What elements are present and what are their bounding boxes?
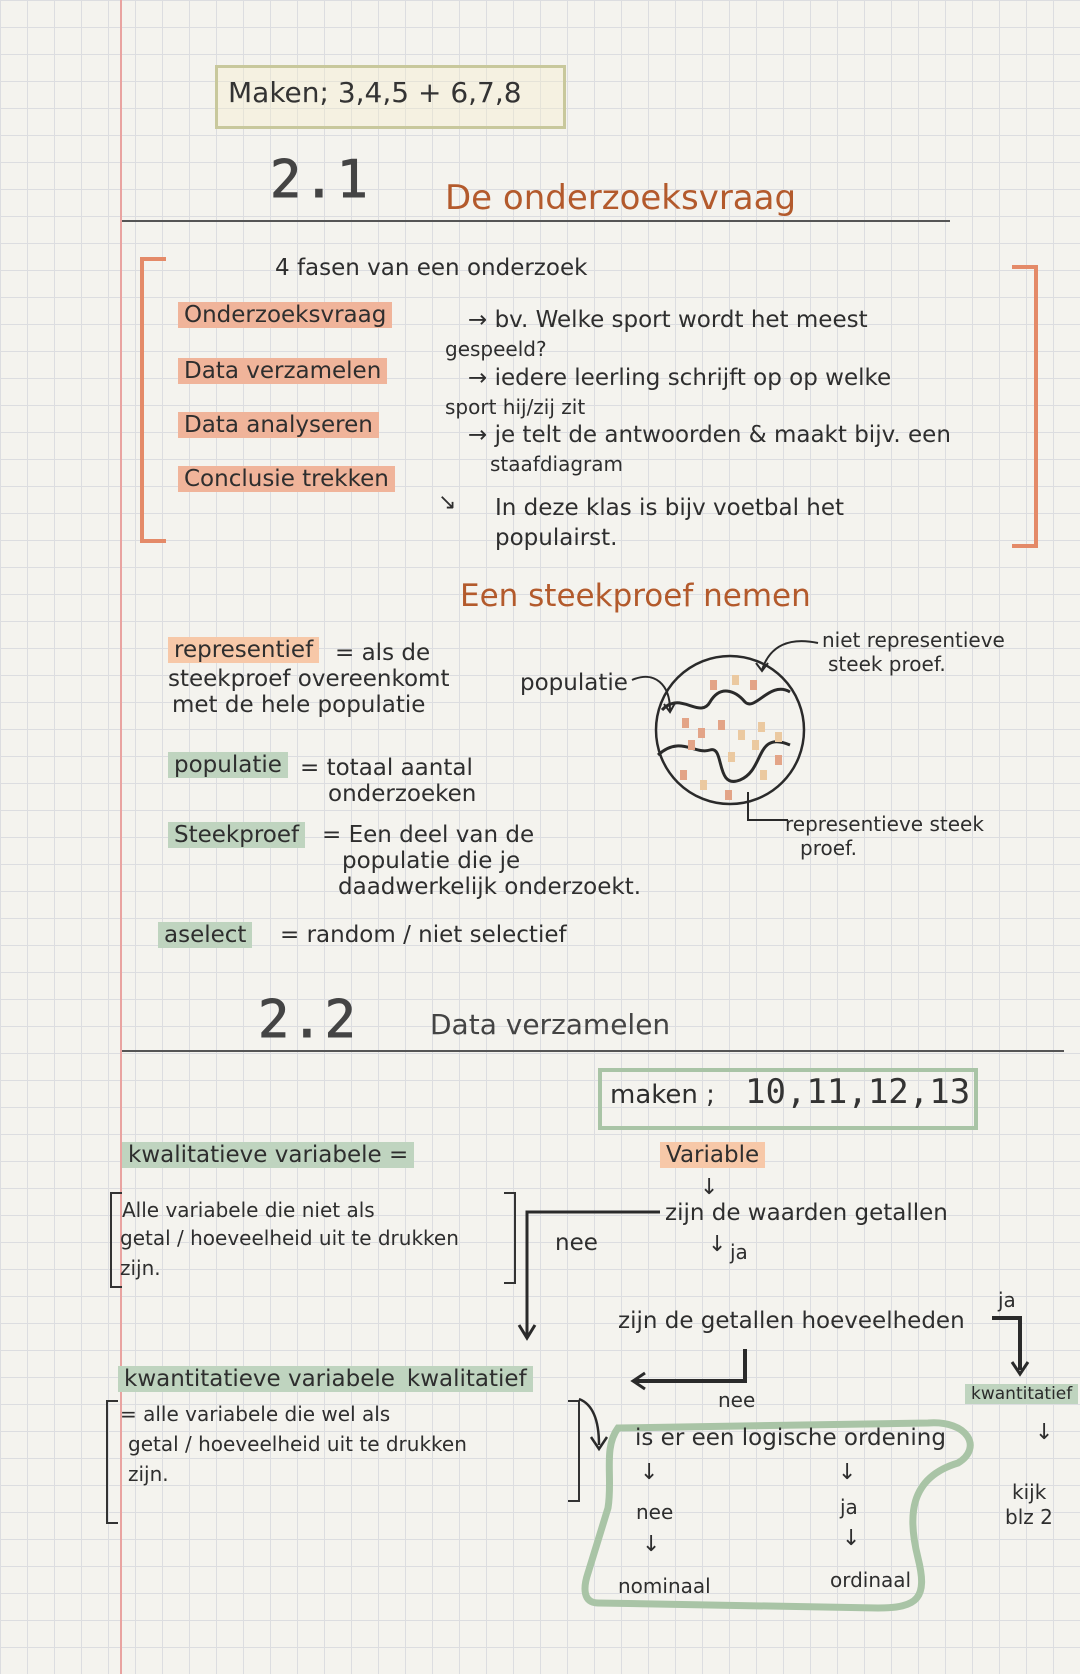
arrow-icon: ↘ [438, 490, 457, 515]
definition-term [158, 922, 252, 948]
definition-line: = Een deel van de [322, 822, 535, 848]
phase-label-text: Conclusie trekken [178, 466, 395, 492]
arrow-down-icon: ↓ [642, 1532, 661, 1557]
phase-label-text: Data analyseren [178, 412, 379, 438]
right-bracket [1012, 265, 1038, 548]
non-rep-label: niet representieve [822, 628, 1005, 652]
flow-no-3: nee [636, 1500, 674, 1524]
non-rep-label-2: steek proef. [828, 652, 946, 676]
definition-term-text: representief [168, 637, 319, 663]
definition-line: = als de [335, 640, 431, 666]
section-rule [122, 220, 950, 222]
phase-desc-2: populairst. [495, 525, 618, 551]
definition-line: = random / niet selectief [280, 922, 567, 948]
flow-look: kijk [1012, 1480, 1047, 1504]
homework-text: Maken; 3,4,5 + 6,7,8 [228, 76, 522, 109]
rep-label-2: proef. [800, 836, 857, 860]
section-title: Data verzamelen [430, 1008, 671, 1041]
definition-line: steekproef overeenkomt [168, 666, 450, 692]
flow-yes-3: ja [840, 1495, 858, 1519]
definition-term-text: aselect [158, 922, 252, 948]
flow-no-2: nee [718, 1388, 756, 1412]
definition-term [168, 752, 288, 778]
definition-term [168, 822, 305, 848]
flow-nominal: nominaal [618, 1574, 711, 1598]
phase-label-text: Data verzamelen [178, 358, 387, 384]
arrow-down-icon: ↓ [1035, 1420, 1054, 1445]
phase-label [178, 302, 392, 328]
definition-line: = totaal aantal [300, 755, 473, 781]
phase-label-text: Onderzoeksvraag [178, 302, 392, 328]
flow-connector [990, 1310, 1040, 1380]
phase-label [178, 358, 387, 384]
quantitative-overwrite-text: kwalitatief [401, 1366, 533, 1392]
qualitative-heading-text: kwalitatieve variabele = [122, 1142, 414, 1168]
phase-desc-2: staafdiagram [490, 452, 623, 476]
definition-line: populatie die je [342, 848, 521, 874]
flow-variable-text: Variable [660, 1142, 765, 1168]
sample-heading: Een steekproef nemen [460, 578, 811, 614]
flow-page: blz 2 [1005, 1505, 1053, 1529]
flow-yes-2: ja [998, 1288, 1016, 1312]
arrow-icon [740, 790, 790, 830]
phase-label [178, 412, 379, 438]
homework-label: maken ; [610, 1080, 715, 1110]
left-bracket [140, 257, 166, 543]
quantitative-line: getal / hoeveelheid uit te drukken [128, 1432, 467, 1456]
section-number: 2.2 [258, 990, 358, 1050]
qualitative-line: zijn. [120, 1256, 161, 1280]
quantitative-line: = alle variabele die wel als [120, 1402, 391, 1426]
flow-quantitative [965, 1384, 1078, 1404]
arrow-down-icon: ↓ [708, 1232, 727, 1257]
population-label: populatie [520, 670, 628, 696]
arrow-down-icon: ↓ [700, 1175, 719, 1200]
phase-desc: → iedere leerling schrijft op op welke [468, 365, 892, 391]
flow-connector [575, 1395, 615, 1455]
definition-term-text: populatie [168, 752, 288, 778]
flow-question-3: is er een logische ordening [635, 1425, 946, 1451]
phase-desc-2: gespeeld? [445, 337, 547, 361]
definition-line: daadwerkelijk onderzoekt. [338, 874, 642, 900]
definition-line: onderzoeken [328, 781, 477, 807]
phase-desc: → je telt de antwoorden & maakt bijv. een [468, 422, 951, 448]
flow-yes-1: ja [730, 1240, 748, 1264]
qualitative-line: Alle variabele die niet als [122, 1198, 375, 1222]
arrow-icon [750, 635, 820, 675]
flow-question-1: zijn de waarden getallen [665, 1200, 948, 1226]
definition-term [168, 637, 319, 663]
homework-numbers: 10,11,12,13 [745, 1072, 971, 1112]
flow-quantitative-text: kwantitatief [965, 1384, 1078, 1404]
representative-boundary [658, 742, 790, 782]
arrow-down-icon: ↓ [842, 1526, 861, 1551]
quantitative-heading-text: kwantitatieve variabele [118, 1366, 401, 1392]
quantitative-bracket-left [106, 1400, 118, 1524]
section-title: De onderzoeksvraag [445, 178, 797, 218]
phase-label [178, 466, 395, 492]
flow-no-1: nee [555, 1230, 598, 1256]
phase-desc-2: sport hij/zij zit [445, 395, 586, 419]
flow-variable [660, 1142, 765, 1168]
quantitative-line: zijn. [128, 1462, 169, 1486]
flow-ordinal: ordinaal [830, 1568, 912, 1592]
definition-line: met de hele populatie [172, 692, 426, 718]
flow-question-2: zijn de getallen hoeveelheden [618, 1308, 965, 1334]
phase-desc: In deze klas is bijv voetbal het [495, 495, 845, 521]
qualitative-heading [122, 1142, 414, 1168]
section-number: 2.1 [270, 150, 370, 210]
phases-subtitle: 4 fasen van een onderzoek [275, 255, 588, 281]
definition-term-text: Steekproef [168, 822, 305, 848]
quantitative-heading [118, 1366, 533, 1392]
rep-label: representieve steek [785, 812, 984, 836]
arrow-down-icon: ↓ [640, 1460, 659, 1485]
arrow-icon [630, 670, 690, 720]
section-rule [122, 1050, 1064, 1052]
arrow-down-icon: ↓ [838, 1460, 857, 1485]
qualitative-line: getal / hoeveelheid uit te drukken [120, 1226, 459, 1250]
phase-desc: → bv. Welke sport wordt het meest [468, 307, 868, 333]
